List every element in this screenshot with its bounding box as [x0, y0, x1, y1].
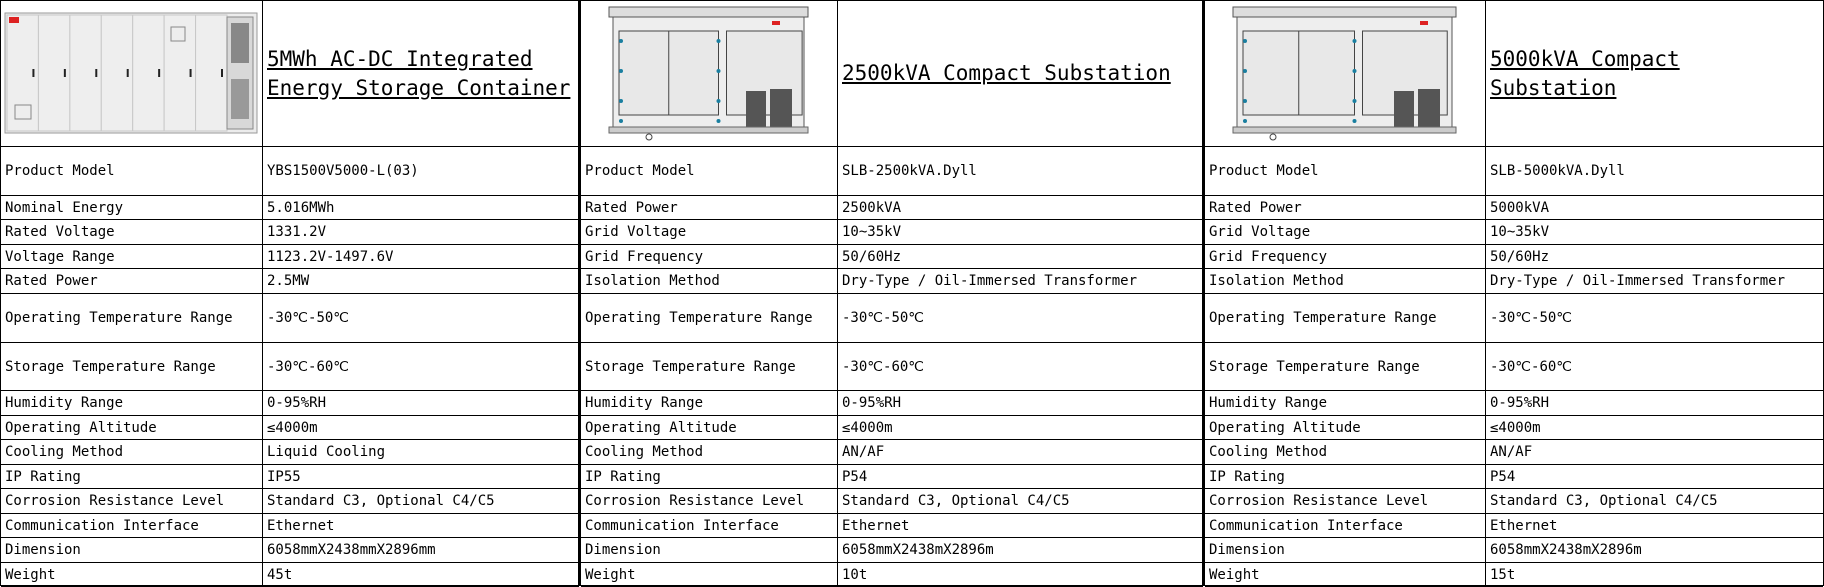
spec-label: Isolation Method [581, 269, 838, 294]
spec-value: 10~35kV [838, 220, 1203, 245]
spec-value: Standard C3, Optional C4/C5 [263, 489, 579, 514]
spec-label: Voltage Range [1, 245, 263, 269]
spec-label: IP Rating [1, 465, 263, 489]
block-divider [578, 0, 581, 586]
spec-label: Corrosion Resistance Level [581, 489, 838, 514]
product-title: 5MWh AC-DC Integrated Energy Storage Container [263, 1, 579, 147]
spec-value: 5000kVA [1486, 196, 1823, 220]
spec-label: Cooling Method [1, 440, 263, 465]
spec-value: 2.5MW [263, 269, 579, 294]
spec-value: 6058mmX2438mX2896m [1486, 538, 1823, 563]
spec-value: AN/AF [838, 440, 1203, 465]
spec-value: SLB-2500kVA.Dyll [838, 147, 1203, 196]
spec-label: Weight [1, 563, 263, 587]
spec-label: Humidity Range [1, 391, 263, 416]
spec-label: IP Rating [1205, 465, 1486, 489]
spec-value: -30℃-50℃ [838, 294, 1203, 343]
spec-label: Communication Interface [1, 514, 263, 538]
spec-value: 10t [838, 563, 1203, 587]
spec-value: 0-95%RH [263, 391, 579, 416]
spec-value: 15t [1486, 563, 1823, 587]
block-divider [1202, 0, 1205, 586]
spec-label: Operating Temperature Range [1, 294, 263, 343]
spec-value: Standard C3, Optional C4/C5 [1486, 489, 1823, 514]
spec-label: Weight [581, 563, 838, 587]
spec-label: Storage Temperature Range [1, 343, 263, 391]
spec-label: Rated Power [581, 196, 838, 220]
spec-label: Grid Voltage [581, 220, 838, 245]
product-image [581, 1, 838, 147]
spec-value: -30℃-60℃ [838, 343, 1203, 391]
spec-label: Grid Frequency [581, 245, 838, 269]
spec-label: Isolation Method [1205, 269, 1486, 294]
spec-label: Operating Altitude [581, 416, 838, 440]
spec-label: Operating Temperature Range [581, 294, 838, 343]
substation-icon [581, 1, 836, 145]
spec-value: Ethernet [263, 514, 579, 538]
spec-value: 0-95%RH [1486, 391, 1823, 416]
product-block-1 [0, 0, 580, 586]
spec-value: ≤4000m [1486, 416, 1823, 440]
spec-label: Operating Temperature Range [1205, 294, 1486, 343]
spec-value: Ethernet [838, 514, 1203, 538]
spec-value: -30℃-50℃ [1486, 294, 1823, 343]
spec-label: Operating Altitude [1205, 416, 1486, 440]
spec-label: Corrosion Resistance Level [1205, 489, 1486, 514]
spec-value: 1331.2V [263, 220, 579, 245]
spec-label: Storage Temperature Range [581, 343, 838, 391]
spec-value: 6058mmX2438mX2896m [838, 538, 1203, 563]
spec-value: 2500kVA [838, 196, 1203, 220]
spec-value: SLB-5000kVA.Dyll [1486, 147, 1823, 196]
spec-label: Product Model [581, 147, 838, 196]
spec-value: -30℃-60℃ [1486, 343, 1823, 391]
spec-label: Nominal Energy [1, 196, 263, 220]
spec-label: Operating Altitude [1, 416, 263, 440]
spec-value: -30℃-50℃ [263, 294, 579, 343]
product-block-3 [1204, 0, 1824, 586]
spec-label: Rated Power [1205, 196, 1486, 220]
product-block-2 [580, 0, 1204, 586]
spec-value: ≤4000m [838, 416, 1203, 440]
spec-value: 5.016MWh [263, 196, 579, 220]
spec-label: Cooling Method [581, 440, 838, 465]
spec-value: Dry-Type / Oil-Immersed Transformer [1486, 269, 1823, 294]
spec-label: Communication Interface [1205, 514, 1486, 538]
spec-label: Humidity Range [1205, 391, 1486, 416]
spec-value: Dry-Type / Oil-Immersed Transformer [838, 269, 1203, 294]
spec-label: Dimension [1, 538, 263, 563]
substation-icon [1205, 1, 1484, 145]
spec-value: Liquid Cooling [263, 440, 579, 465]
container-icon [1, 1, 261, 145]
spec-value: 0-95%RH [838, 391, 1203, 416]
spec-value: 10~35kV [1486, 220, 1823, 245]
spec-value: P54 [1486, 465, 1823, 489]
spec-label: Grid Voltage [1205, 220, 1486, 245]
spec-value: P54 [838, 465, 1203, 489]
spec-label: Product Model [1205, 147, 1486, 196]
product-title: 5000kVA Compact Substation [1486, 1, 1823, 147]
spec-value: ≤4000m [263, 416, 579, 440]
product-title: 2500kVA Compact Substation [838, 1, 1203, 147]
spec-label: Rated Power [1, 269, 263, 294]
spec-label: Corrosion Resistance Level [1, 489, 263, 514]
spec-value: 50/60Hz [1486, 245, 1823, 269]
spec-value: Standard C3, Optional C4/C5 [838, 489, 1203, 514]
spec-value: YBS1500V5000-L(03) [263, 147, 579, 196]
spec-value: 45t [263, 563, 579, 587]
spec-value: 6058mmX2438mmX2896mm [263, 538, 579, 563]
spec-value: IP55 [263, 465, 579, 489]
spec-value: -30℃-60℃ [263, 343, 579, 391]
spec-label: Storage Temperature Range [1205, 343, 1486, 391]
spec-label: Weight [1205, 563, 1486, 587]
spec-label: Dimension [1205, 538, 1486, 563]
spec-label: Communication Interface [581, 514, 838, 538]
spec-value: 50/60Hz [838, 245, 1203, 269]
spec-label: Cooling Method [1205, 440, 1486, 465]
product-image [1205, 1, 1486, 147]
spec-label: IP Rating [581, 465, 838, 489]
spec-value: 1123.2V-1497.6V [263, 245, 579, 269]
spec-label: Humidity Range [581, 391, 838, 416]
spec-label: Rated Voltage [1, 220, 263, 245]
spec-label: Grid Frequency [1205, 245, 1486, 269]
product-image [1, 1, 263, 147]
spec-label: Product Model [1, 147, 263, 196]
spec-value: Ethernet [1486, 514, 1823, 538]
spec-label: Dimension [581, 538, 838, 563]
spec-value: AN/AF [1486, 440, 1823, 465]
